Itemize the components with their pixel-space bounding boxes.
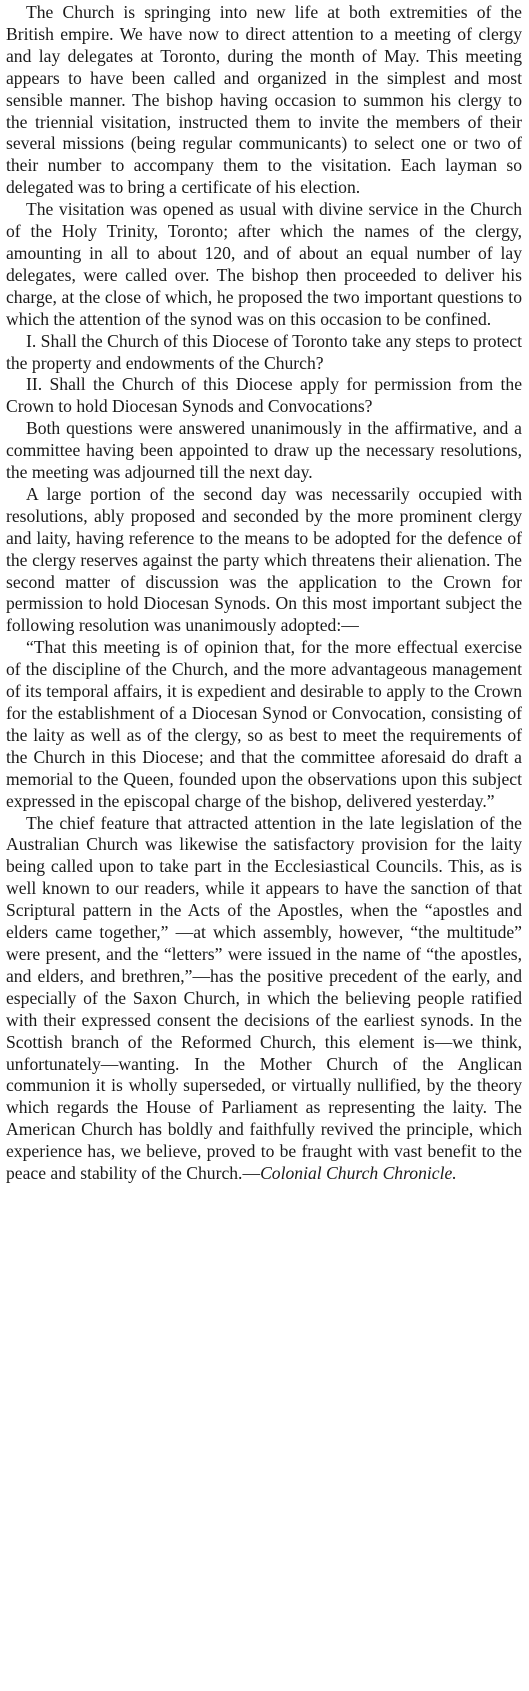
- paragraph-australian-church: [6, 813, 522, 1185]
- paragraph-second-day: A large portion of the second day was necessarily occupied with resolutions, ably proposed and seconded by the more prominent clergy and laity, having reference to the means to be adopted for the defence of the clergy reserves against the party which threatens their alienation. The second matter of discussion was the application to the Crown for permission to hold Diocesan Synods. On this most important subject the following resolution was unanimously adopted:—: [6, 483, 522, 636]
- paragraph-intro: The Church is springing into new life at both extremities of the British empire. We have now to direct attention to a meeting of clergy and lay delegates at Toronto, during the month of May. This meeting appears to have been called and organized in the simplest and most sensible manner. The bishop having occasion to summon his clergy to the triennial visitation, instructed them to invite the members of their several missions (being regular communicants) to select one or two of their number to accompany them to the visitation. Each layman so delegated was to bring a certificate of his election.: [6, 2, 522, 198]
- source-attribution: Colonial Church Chronicle.: [260, 1163, 457, 1184]
- question-two: II. Shall the Church of this Diocese apply for permission from the Crown to hold Diocesan Synods and Convocations?: [6, 374, 522, 417]
- resolution-quote: “That this meeting is of opinion that, for the more effectual exercise of the discipline of the Church, and the more advantageous management of its temporal affairs, it is expedient and desirable to apply to the Crown for the establishment of a Diocesan Synod or Convocation, consisting of the laity as well as of the clergy, so as best to meet the requirements of the Church in this Diocese; and that the committee aforesaid do draft a memorial to the Queen, founded upon the observations upon this subject expressed in the episcopal charge of the bishop, delivered yesterday.”: [6, 637, 522, 811]
- paragraph-visitation: The visitation was opened as usual with divine service in the Church of the Holy Trinity, Toronto; after which the names of the clergy, amounting in all to about 120, and of about an equal number of lay delegates, were called over. The bishop then proceeded to deliver his charge, at the close of which, he proposed the two important questions to which the attention of the synod was on this occasion to be confined.: [6, 199, 522, 329]
- question-one: I. Shall the Church of this Diocese of Toronto take any steps to protect the property and endowments of the Church?: [6, 330, 522, 373]
- article-column: [6, 2, 522, 1185]
- paragraph-australian-church-text: The chief feature that attracted attention in the late legislation of the Australian Church was likewise the satisfactory provision for the laity being called upon to take part in the Ecclesiastical Councils. This, as is well known to our readers, while it appears to have the sanction of that Scriptural pattern in the Acts of the Apostles, when the “apostles and elders came together,” —at which assembly, however, “the multitude” were present, and the “letters” were issued in the name of “the apostles, and elders, and brethren,”—has the positive precedent of the early, and especially of the Saxon Church, in which the believing people ratified with their expressed consent the decisions of the earliest synods. In the Scottish branch of the Reformed Church, this element is—we think, unfortunately—wanting. In the Mother Church of the Anglican communion it is wholly superseded, or virtually nullified, by the theory which regards the House of Parliament as representing the laity. The American Church has boldly and faithfully revived the principle, which experience has, we believe, proved to be fraught with vast benefit to the peace and stability of the Church.—: [6, 812, 522, 1184]
- paragraph-answers: Both questions were answered unanimously in the affirmative, and a committee having been appointed to draw up the necessary resolutions, the meeting was adjourned till the next day.: [6, 418, 522, 483]
